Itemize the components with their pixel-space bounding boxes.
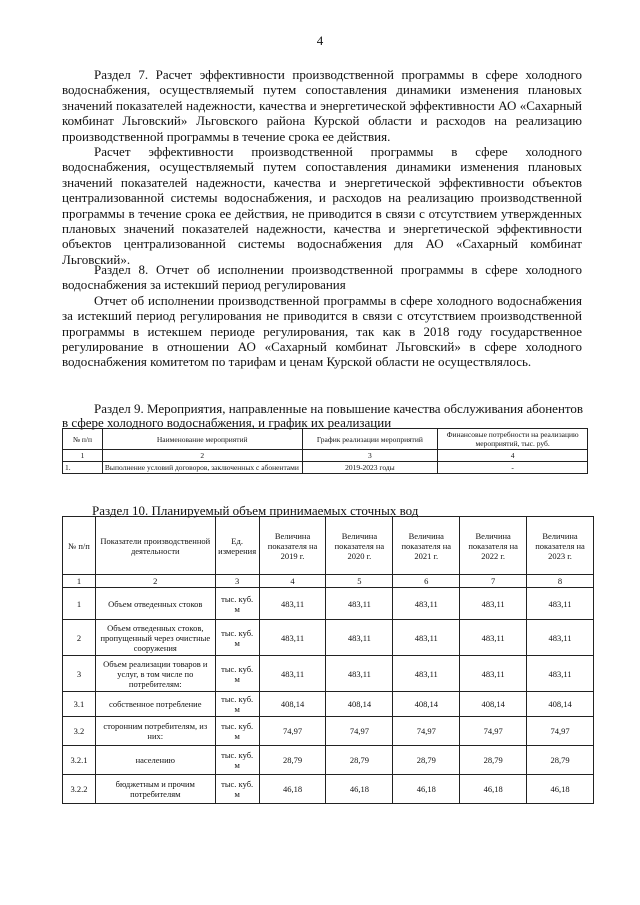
value-cell: 483,11 bbox=[393, 620, 460, 656]
row-number: 1. bbox=[63, 462, 103, 474]
value-cell: 408,14 bbox=[259, 692, 326, 717]
value-cell: 28,79 bbox=[259, 746, 326, 775]
column-number: 5 bbox=[326, 575, 393, 588]
section-8-heading-paragraph: Раздел 8. Отчет об исполнении производственной программы в сфере холодного водоснабжения за истекший период регулирования bbox=[62, 262, 582, 293]
value-cell: 408,14 bbox=[527, 692, 594, 717]
volume-header-row bbox=[63, 517, 594, 575]
column-number: 4 bbox=[438, 450, 588, 462]
unit: тыс. куб. м bbox=[215, 746, 259, 775]
section-7-body-paragraph: Расчет эффективности производственной программы в сфере холодного водоснабжения, осуществляемый путем сопоставления динамики изменения плановых значений показателей надежности, качества и энергетической эффективности объектов централизованной системы водоснабжения, и расходов на реализацию производственной программы в течение срока ее действия, не приводится в связи с отсутствием утвержденных плановых значений показателей надежности, качества и энергетической эффективности объектов централизованной системы водоснабжения для АО «Сахарный комбинат Льговский». bbox=[62, 144, 582, 267]
header-cell: Величина показателя на 2019 г. bbox=[259, 517, 326, 575]
column-number: 7 bbox=[460, 575, 527, 588]
indicator-name: Объем отведенных стоков, пропущенный через очистные сооружения bbox=[95, 620, 215, 656]
table-row bbox=[63, 775, 594, 804]
header-cell: Величина показателя на 2020 г. bbox=[326, 517, 393, 575]
value-cell: 483,11 bbox=[460, 656, 527, 692]
table-row bbox=[63, 462, 588, 474]
unit: тыс. куб. м bbox=[215, 588, 259, 620]
column-number: 6 bbox=[393, 575, 460, 588]
table-row bbox=[63, 717, 594, 746]
value-cell: 74,97 bbox=[460, 717, 527, 746]
value-cell: 483,11 bbox=[527, 588, 594, 620]
value-cell: 483,11 bbox=[326, 656, 393, 692]
header-cell: График реализации мероприятий bbox=[302, 429, 438, 450]
row-number: 3.2.2 bbox=[63, 775, 96, 804]
section-7 bbox=[62, 67, 582, 267]
section-8-body-paragraph: Отчет об исполнении производственной программы в сфере холодного водоснабжения за истекший период регулирования не приводится в связи с отсутствием производственной программы в истекшем периоде регулирования, так как в 2018 году государственное регулирование в отношении АО «Сахарный комбинат Льговский» в сфере холодного водоснабжения комитетом по тарифам и ценам Курской области не осуществлялось. bbox=[62, 292, 582, 370]
section-10-title: Раздел 10. Планируемый объем принимаемых сточных вод bbox=[92, 503, 419, 518]
table-row bbox=[63, 588, 594, 620]
row-number: 2 bbox=[63, 620, 96, 656]
measures-number-row bbox=[63, 450, 588, 462]
value-cell: 408,14 bbox=[393, 692, 460, 717]
wastewater-volume-table bbox=[62, 516, 594, 804]
unit: тыс. куб. м bbox=[215, 717, 259, 746]
table-row bbox=[63, 692, 594, 717]
table-row bbox=[63, 620, 594, 656]
table-row bbox=[63, 656, 594, 692]
header-cell: Финансовые потребности на реализацию мероприятий, тыс. руб. bbox=[438, 429, 588, 450]
value-cell: 483,11 bbox=[326, 620, 393, 656]
value-cell: 74,97 bbox=[527, 717, 594, 746]
measure-name: Выполнение условий договоров, заключенных с абонентами bbox=[102, 462, 302, 474]
value-cell: 46,18 bbox=[527, 775, 594, 804]
value-cell: 483,11 bbox=[326, 588, 393, 620]
indicator-name: собственное потребление bbox=[95, 692, 215, 717]
section-8 bbox=[62, 262, 582, 370]
row-number: 3.1 bbox=[63, 692, 96, 717]
value-cell: 74,97 bbox=[393, 717, 460, 746]
unit: тыс. куб. м bbox=[215, 692, 259, 717]
value-cell: 483,11 bbox=[259, 620, 326, 656]
value-cell: 483,11 bbox=[527, 656, 594, 692]
row-number: 1 bbox=[63, 588, 96, 620]
section-9-title-line-1: Раздел 9. Мероприятия, направленные на повышение качества обслуживания абонентов bbox=[94, 401, 584, 416]
row-number: 3.2.1 bbox=[63, 746, 96, 775]
indicator-name: бюджетным и прочим потребителям bbox=[95, 775, 215, 804]
volume-number-row bbox=[63, 575, 594, 588]
unit: тыс. куб. м bbox=[215, 775, 259, 804]
row-number: 3 bbox=[63, 656, 96, 692]
value-cell: 46,18 bbox=[259, 775, 326, 804]
page-number: 4 bbox=[316, 33, 324, 48]
indicator-name: Объем отведенных стоков bbox=[95, 588, 215, 620]
section-9-title bbox=[62, 402, 602, 430]
indicator-name: сторонним потребителям, из них: bbox=[95, 717, 215, 746]
column-number: 8 bbox=[527, 575, 594, 588]
value-cell: 483,11 bbox=[259, 656, 326, 692]
row-number: 3.2 bbox=[63, 717, 96, 746]
header-cell: № п/п bbox=[63, 517, 96, 575]
value-cell: 483,11 bbox=[393, 588, 460, 620]
value-cell: 28,79 bbox=[393, 746, 460, 775]
indicator-name: населению bbox=[95, 746, 215, 775]
column-number: 4 bbox=[259, 575, 326, 588]
value-cell: 74,97 bbox=[259, 717, 326, 746]
unit: тыс. куб. м bbox=[215, 620, 259, 656]
value-cell: 408,14 bbox=[326, 692, 393, 717]
value-cell: 28,79 bbox=[527, 746, 594, 775]
indicator-name: Объем реализации товаров и услуг, в том числе по потребителям: bbox=[95, 656, 215, 692]
column-number: 2 bbox=[102, 450, 302, 462]
header-cell: Величина показателя на 2022 г. bbox=[460, 517, 527, 575]
column-number: 3 bbox=[215, 575, 259, 588]
value-cell: 483,11 bbox=[393, 656, 460, 692]
value-cell: 46,18 bbox=[326, 775, 393, 804]
header-cell: Ед. измерения bbox=[215, 517, 259, 575]
unit: тыс. куб. м bbox=[215, 656, 259, 692]
column-number: 3 bbox=[302, 450, 438, 462]
value-cell: 483,11 bbox=[460, 620, 527, 656]
measures-header-row bbox=[63, 429, 588, 450]
header-cell: Показатели производственной деятельности bbox=[95, 517, 215, 575]
value-cell: 74,97 bbox=[326, 717, 393, 746]
value-cell: 28,79 bbox=[326, 746, 393, 775]
measure-finance: - bbox=[438, 462, 588, 474]
value-cell: 408,14 bbox=[460, 692, 527, 717]
value-cell: 46,18 bbox=[393, 775, 460, 804]
value-cell: 483,11 bbox=[259, 588, 326, 620]
measures-table bbox=[62, 428, 588, 474]
header-cell: № п/п bbox=[63, 429, 103, 450]
value-cell: 28,79 bbox=[460, 746, 527, 775]
value-cell: 483,11 bbox=[527, 620, 594, 656]
header-cell: Величина показателя на 2021 г. bbox=[393, 517, 460, 575]
section-7-heading-paragraph: Раздел 7. Расчет эффективности производственной программы в сфере холодного водоснабжения, осуществляемый путем сопоставления динамики изменения плановых значений показателей надежности, качества и энергетической эффективности АО «Сахарный комбинат Льговский» Льговского района Курской области и расходов на реализацию производственной программы в течение срока ее действия. bbox=[62, 67, 582, 144]
column-number: 1 bbox=[63, 575, 96, 588]
header-cell: Наименование мероприятий bbox=[102, 429, 302, 450]
measure-schedule: 2019-2023 годы bbox=[302, 462, 438, 474]
section-9-title-line-2: в сфере холодного водоснабжения, и график их реализации bbox=[62, 415, 392, 430]
value-cell: 46,18 bbox=[460, 775, 527, 804]
value-cell: 483,11 bbox=[460, 588, 527, 620]
column-number: 1 bbox=[63, 450, 103, 462]
header-cell: Величина показателя на 2023 г. bbox=[527, 517, 594, 575]
column-number: 2 bbox=[95, 575, 215, 588]
table-row bbox=[63, 746, 594, 775]
